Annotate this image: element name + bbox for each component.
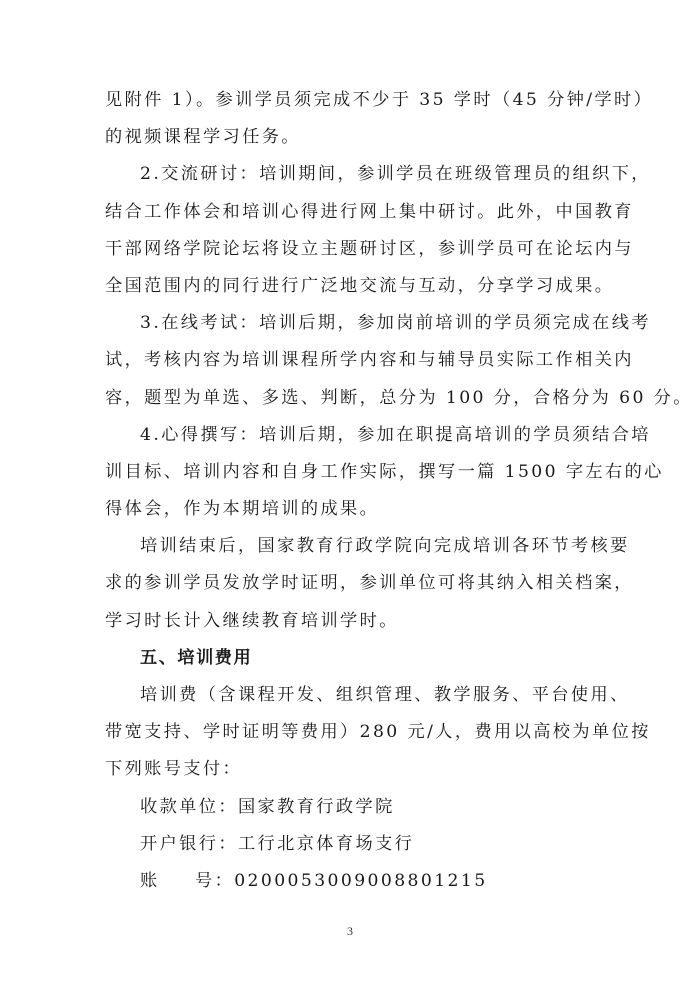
text-line: 求的参训学员发放学时证明，参训单位可将其纳入相关档案， (105, 573, 634, 594)
text-line: 培训结束后，国家教育行政学院向完成培训各环节考核要 (140, 536, 630, 557)
text-line: 学习时长计入继续教育培训学时。 (105, 610, 399, 631)
bank-row (105, 830, 595, 867)
text-line: 下列账号支付： (105, 759, 243, 780)
text-line: 得体会，作为本期培训的成果。 (105, 499, 380, 520)
document-page (105, 86, 693, 904)
section-heading: 五、培训费用 (140, 647, 253, 668)
text-line: 4.心得撰写：培训后期，参加在职提高培训的学员须结合培 (140, 424, 651, 445)
text-line: 带宽支持、学时证明等费用）280 元/人，费用以高校为单位按 (105, 722, 651, 743)
bank-value: 工行北京体育场支行 (237, 833, 415, 854)
text-line: 2.交流研讨：培训期间，参训学员在班级管理员的组织下， (140, 164, 651, 185)
text-line: 见附件 1）。参训学员须完成不少于 35 学时（45 分钟/学时） (105, 90, 654, 110)
text-line: 训目标、培训内容和自身工作实际，撰写一篇 1500 字左右的心 (105, 461, 664, 482)
account-row (105, 867, 595, 904)
text-line: 试，考核内容为培训课程所学内容和与辅导员实际工作相关内 (105, 350, 634, 371)
payee-label: 收款单位： (140, 796, 238, 817)
text-line: 干部网络学院论坛将设立主题研讨区，参训学员可在论坛内与 (105, 238, 634, 259)
text-line: 全国范围内的同行进行广泛地交流与互动，分享学习成果。 (105, 275, 615, 296)
text-line: 结合工作体会和培训心得进行网上集中研讨。此外，中国教育 (105, 201, 634, 222)
account-label-second: 号： (195, 870, 235, 891)
text-line: 培训费（含课程开发、组织管理、教学服务、平台使用、 (140, 685, 630, 705)
payee-row (105, 793, 595, 830)
text-line: 的视频课程学习任务。 (105, 127, 301, 148)
text-line: 容，题型为单选、多选、判断，总分为 100 分，合格分为 60 分。 (105, 387, 693, 408)
page-number: 3 (347, 924, 353, 938)
payee-value: 国家教育行政学院 (237, 796, 395, 817)
text-line: 3.在线考试：培训后期，参加岗前培训的学员须完成在线考 (140, 313, 651, 334)
account-label-first: 账 (140, 870, 160, 891)
bank-label: 开户银行： (140, 833, 238, 854)
account-value: 0200053009008801215 (234, 870, 488, 891)
